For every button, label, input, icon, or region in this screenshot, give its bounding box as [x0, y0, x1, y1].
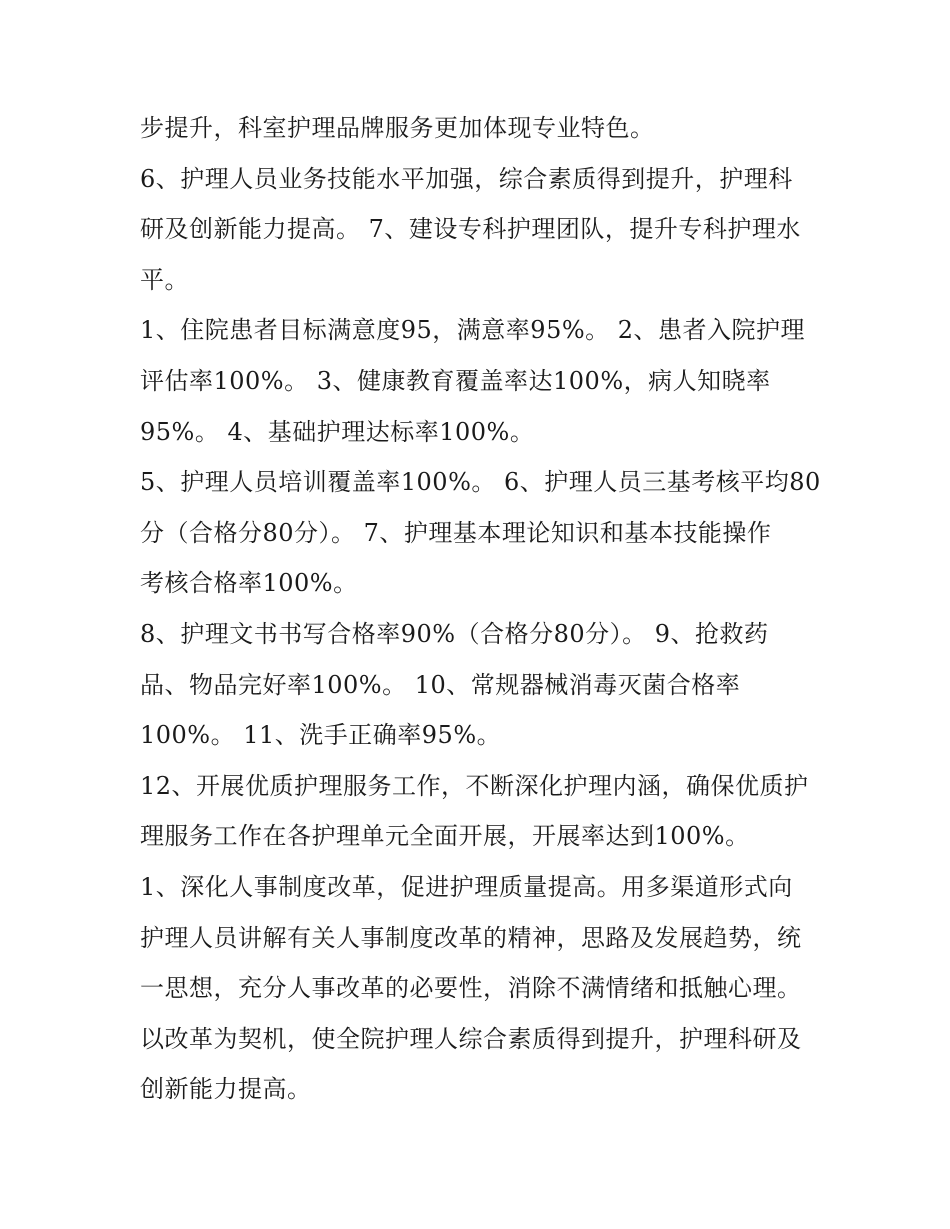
- text-line: 品、物品完好率100%。 10、常规器械消毒灭菌合格率: [140, 670, 741, 699]
- text-line: 理服务工作在各护理单元全面开展，开展率达到100%。: [140, 822, 750, 851]
- text-line: 1、住院患者目标满意度95，满意率95%。 2、患者入院护理: [140, 316, 806, 345]
- text-line: 创新能力提高。: [140, 1075, 312, 1104]
- text-line: 5、护理人员培训覆盖率100%。 6、护理人员三基考核平均80: [140, 468, 821, 497]
- text-line: 一思想，充分人事改革的必要性，消除不满情绪和抵触心理。: [140, 974, 802, 1003]
- text-line: 研及创新能力提高。 7、建设专科护理团队，提升专科护理水: [140, 215, 801, 244]
- text-line: 1、深化人事制度改革，促进护理质量提高。用多渠道形式向: [140, 872, 793, 901]
- text-line: 95%。 4、基础护理达标率100%。: [140, 417, 535, 446]
- text-line: 步提升，科室护理品牌服务更加体现专业特色。: [140, 114, 655, 142]
- text-line: 平。: [140, 265, 189, 294]
- text-line: 8、护理文书书写合格率90%（合格分80分）。 9、抢救药: [140, 619, 769, 648]
- text-line: 100%。 11、洗手正确率95%。: [140, 721, 502, 750]
- text-line: 护理人员讲解有关人事制度改革的精神，思路及发展趋势，统: [140, 923, 802, 952]
- text-line: 以改革为契机，使全院护理人综合素质得到提升，护理科研及: [140, 1024, 802, 1053]
- text-line: 分（合格分80分）。 7、护理基本理论知识和基本技能操作: [140, 518, 772, 547]
- text-line: 评估率100%。 3、健康教育覆盖率达100%，病人知晓率: [140, 366, 771, 395]
- text-line: 考核合格率100%。: [140, 569, 358, 598]
- document-body: [140, 103, 820, 1115]
- text-line: 6、护理人员业务技能水平加强，综合素质得到提升，护理科: [140, 164, 793, 193]
- text-line: 12、开展优质护理服务工作，不断深化护理内涵，确保优质护: [140, 771, 809, 800]
